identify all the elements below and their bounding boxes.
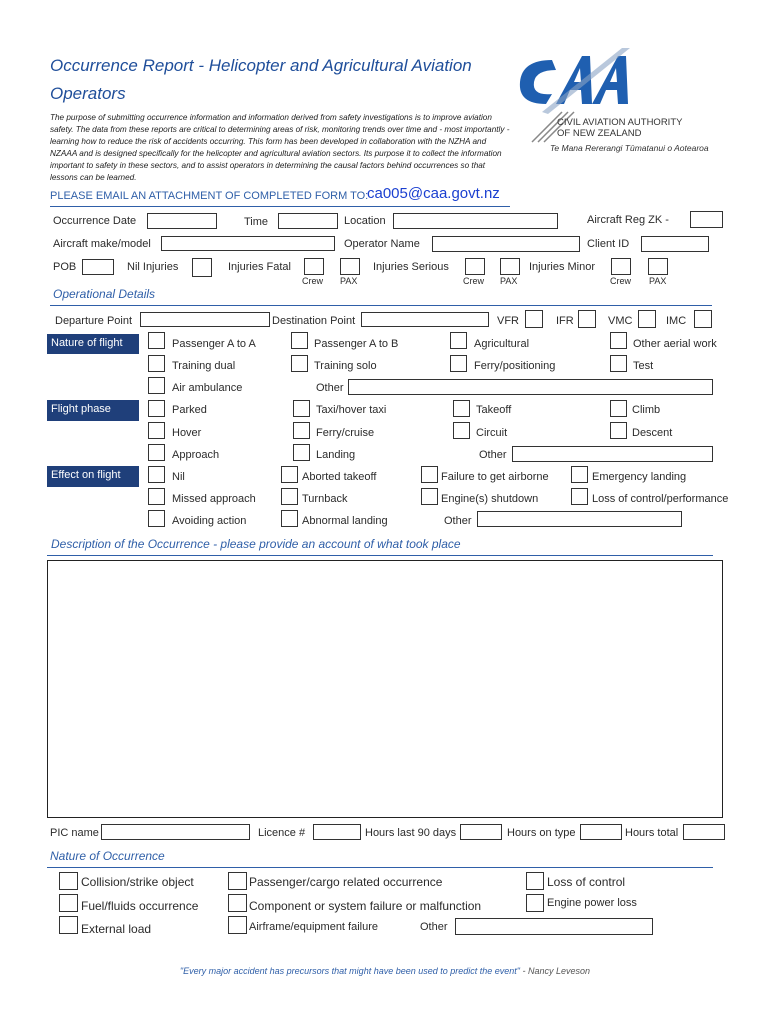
email-link[interactable]: ca005@caa.govt.nz bbox=[367, 185, 500, 202]
logo-line1: CIVIL AVIATION AUTHORITY bbox=[557, 117, 683, 128]
occurrence-date-label: Occurrence Date bbox=[53, 215, 137, 227]
ferry-cruise-label: Ferry/cruise bbox=[316, 427, 375, 439]
descent-checkbox[interactable] bbox=[610, 422, 627, 439]
landing-label: Landing bbox=[316, 449, 356, 461]
footer-quote bbox=[0, 966, 770, 976]
nil-injuries-label: Nil Injuries bbox=[127, 261, 179, 273]
circuit-checkbox[interactable] bbox=[453, 422, 470, 439]
loss-of-control-checkbox[interactable] bbox=[526, 872, 544, 890]
training-solo-checkbox[interactable] bbox=[291, 355, 308, 372]
operational-divider bbox=[50, 305, 712, 306]
climb-checkbox[interactable] bbox=[610, 400, 627, 417]
hours-total-input[interactable] bbox=[683, 824, 725, 840]
flight-phase-tag: Flight phase bbox=[47, 400, 139, 421]
occurrence-other-input[interactable] bbox=[455, 918, 653, 935]
aborted-takeoff-checkbox[interactable] bbox=[281, 466, 298, 483]
aircraft-reg-input[interactable] bbox=[690, 211, 723, 228]
aircraft-make-label: Aircraft make/model bbox=[53, 238, 151, 250]
pic-name-label: PIC name bbox=[50, 827, 99, 839]
air-ambulance-label: Air ambulance bbox=[172, 382, 243, 394]
departure-point-input[interactable] bbox=[140, 312, 270, 327]
occurrence-date-input[interactable] bbox=[147, 213, 217, 229]
nil-injuries-checkbox[interactable] bbox=[192, 258, 212, 277]
loss-of-control-label: Loss of control bbox=[547, 875, 626, 889]
client-id-input[interactable] bbox=[641, 236, 709, 252]
operational-details-heading: Operational Details bbox=[53, 287, 156, 301]
quote-attribution: - Nancy Leveson bbox=[522, 966, 591, 976]
approach-label: Approach bbox=[172, 449, 220, 461]
avoiding-action-label: Avoiding action bbox=[172, 515, 247, 527]
licence-input[interactable] bbox=[313, 824, 361, 840]
imc-checkbox[interactable] bbox=[694, 310, 712, 328]
description-heading: Description of the Occurrence - please provide an account of what took place bbox=[51, 537, 461, 551]
engine-power-loss-label: Engine power loss bbox=[547, 897, 637, 909]
hours-total-label: Hours total bbox=[625, 827, 679, 839]
phase-other-input[interactable] bbox=[512, 446, 713, 462]
air-ambulance-checkbox[interactable] bbox=[148, 377, 165, 394]
missed-approach-checkbox[interactable] bbox=[148, 488, 165, 505]
parked-checkbox[interactable] bbox=[148, 400, 165, 417]
training-solo-label: Training solo bbox=[314, 360, 377, 372]
nature-other-label: Other bbox=[316, 382, 344, 394]
pob-label: POB bbox=[53, 261, 77, 273]
effect-nil-label: Nil bbox=[172, 471, 185, 483]
time-input[interactable] bbox=[278, 213, 338, 229]
vmc-label: VMC bbox=[608, 315, 633, 327]
taxi-hover-label: Taxi/hover taxi bbox=[316, 404, 387, 416]
minor-pax-label: PAX bbox=[649, 276, 667, 286]
injuries-minor-crew-input[interactable] bbox=[611, 258, 631, 275]
serious-pax-label: PAX bbox=[500, 276, 518, 286]
occurrence-divider bbox=[47, 867, 713, 868]
location-label: Location bbox=[344, 215, 386, 227]
description-divider bbox=[47, 555, 713, 556]
passenger-cargo-checkbox[interactable] bbox=[228, 872, 247, 890]
collision-label: Collision/strike object bbox=[81, 875, 194, 889]
time-label: Time bbox=[244, 216, 269, 228]
imc-label: IMC bbox=[666, 315, 687, 327]
takeoff-checkbox[interactable] bbox=[453, 400, 470, 417]
effect-other-label: Other bbox=[444, 515, 472, 527]
parked-label: Parked bbox=[172, 404, 207, 416]
quote-text: "Every major accident has precursors that might have been used to predict the event" bbox=[179, 966, 520, 976]
injuries-fatal-crew-input[interactable] bbox=[304, 258, 324, 275]
engine-shutdown-label: Engine(s) shutdown bbox=[441, 493, 539, 505]
vmc-checkbox[interactable] bbox=[638, 310, 656, 328]
effect-other-input[interactable] bbox=[477, 511, 682, 527]
email-instruction: PLEASE EMAIL AN ATTACHMENT OF COMPLETED FORM TO: bbox=[50, 190, 369, 202]
passenger-cargo-label: Passenger/cargo related occurrence bbox=[249, 875, 443, 889]
passenger-a-to-b-checkbox[interactable] bbox=[291, 332, 308, 349]
abnormal-landing-label: Abnormal landing bbox=[302, 515, 388, 527]
hours-90-label: Hours last 90 days bbox=[365, 827, 457, 839]
form-title-line2: Operators bbox=[50, 84, 126, 103]
intro-paragraph: The purpose of submitting occurrence information and information derived from safety investigations is to improve aviation safety. The data from these reports are critical to determining areas of risk, monitoring trends over time and - most importantly - learning how to reduce the risk of accidents occurring. This form has been developed in collaboration with the NZHA and NZAAA and is designed specifically for the helicopter and agricultural aviation sectors. Its purpose it to collect the information important to safety in these sectors, and to assist operators in determining the causal factors behind occurrences so that lessons can be learned. bbox=[50, 113, 510, 182]
airframe-failure-checkbox[interactable] bbox=[228, 916, 247, 934]
turnback-checkbox[interactable] bbox=[281, 488, 298, 505]
passenger-a-to-a-checkbox[interactable] bbox=[148, 332, 165, 349]
other-aerial-work-checkbox[interactable] bbox=[610, 332, 627, 349]
ifr-label: IFR bbox=[556, 315, 574, 327]
descent-label: Descent bbox=[632, 427, 673, 439]
aircraft-reg-label: Aircraft Reg ZK - bbox=[587, 214, 669, 226]
operator-name-label: Operator Name bbox=[344, 238, 420, 250]
ferry-cruise-checkbox[interactable] bbox=[293, 422, 310, 439]
passenger-a-to-b-label: Passenger A to B bbox=[314, 338, 399, 350]
hover-checkbox[interactable] bbox=[148, 422, 165, 439]
description-textarea[interactable] bbox=[47, 560, 723, 818]
component-failure-checkbox[interactable] bbox=[228, 894, 247, 912]
injuries-minor-label: Injuries Minor bbox=[529, 261, 596, 273]
engine-power-loss-checkbox[interactable] bbox=[526, 894, 544, 912]
test-checkbox[interactable] bbox=[610, 355, 627, 372]
taxi-hover-checkbox[interactable] bbox=[293, 400, 310, 417]
injuries-serious-label: Injuries Serious bbox=[373, 261, 449, 273]
loss-of-control-perf-label: Loss of control/performance bbox=[592, 493, 729, 505]
vfr-label: VFR bbox=[497, 315, 519, 327]
injuries-fatal-label: Injuries Fatal bbox=[228, 261, 291, 273]
collision-checkbox[interactable] bbox=[59, 872, 78, 890]
serious-crew-label: Crew bbox=[463, 276, 485, 286]
hours-type-input[interactable] bbox=[580, 824, 622, 840]
agricultural-checkbox[interactable] bbox=[450, 332, 467, 349]
external-load-label: External load bbox=[81, 922, 152, 936]
climb-label: Climb bbox=[632, 404, 661, 416]
occurrence-other-label: Other bbox=[420, 921, 448, 933]
agricultural-label: Agricultural bbox=[474, 338, 530, 350]
training-dual-checkbox[interactable] bbox=[148, 355, 165, 372]
nature-of-flight-tag: Nature of flight bbox=[47, 334, 139, 354]
other-aerial-work-label: Other aerial work bbox=[633, 338, 717, 350]
abnormal-landing-checkbox[interactable] bbox=[281, 510, 298, 527]
external-load-checkbox[interactable] bbox=[59, 916, 78, 934]
landing-checkbox[interactable] bbox=[293, 444, 310, 461]
departure-point-label: Departure Point bbox=[55, 315, 133, 327]
vfr-checkbox[interactable] bbox=[525, 310, 543, 328]
fatal-crew-label: Crew bbox=[302, 276, 324, 286]
licence-label: Licence # bbox=[258, 827, 306, 839]
airframe-failure-label: Airframe/equipment failure bbox=[249, 921, 379, 933]
phase-other-label: Other bbox=[479, 449, 507, 461]
hours-90-input[interactable] bbox=[460, 824, 502, 840]
nature-other-input[interactable] bbox=[348, 379, 713, 395]
injuries-serious-pax-input[interactable] bbox=[500, 258, 520, 275]
pob-input[interactable] bbox=[82, 259, 114, 275]
injuries-serious-crew-input[interactable] bbox=[465, 258, 485, 275]
form-title-line1: Occurrence Report - Helicopter and Agricultural Aviation bbox=[50, 56, 472, 75]
fuel-fluids-label: Fuel/fluids occurrence bbox=[81, 899, 199, 913]
hours-type-label: Hours on type bbox=[507, 827, 576, 839]
client-id-label: Client ID bbox=[587, 238, 630, 250]
loss-of-control-perf-checkbox[interactable] bbox=[571, 488, 588, 505]
failure-airborne-checkbox[interactable] bbox=[421, 466, 438, 483]
effect-on-flight-tag: Effect on flight bbox=[47, 466, 139, 487]
hover-label: Hover bbox=[172, 427, 202, 439]
nature-of-occurrence-heading: Nature of Occurrence bbox=[50, 849, 165, 863]
failure-airborne-label: Failure to get airborne bbox=[441, 471, 549, 483]
passenger-a-to-a-label: Passenger A to A bbox=[172, 338, 256, 350]
destination-point-label: Destination Point bbox=[272, 315, 356, 327]
minor-crew-label: Crew bbox=[610, 276, 632, 286]
destination-point-input[interactable] bbox=[361, 312, 489, 327]
avoiding-action-checkbox[interactable] bbox=[148, 510, 165, 527]
turnback-label: Turnback bbox=[302, 493, 348, 505]
aircraft-make-input[interactable] bbox=[161, 236, 335, 251]
effect-nil-checkbox[interactable] bbox=[148, 466, 165, 483]
test-label: Test bbox=[633, 360, 654, 372]
injuries-fatal-pax-input[interactable] bbox=[340, 258, 360, 275]
emergency-landing-checkbox[interactable] bbox=[571, 466, 588, 483]
location-input[interactable] bbox=[393, 213, 558, 229]
emergency-landing-label: Emergency landing bbox=[592, 471, 687, 483]
operator-name-input[interactable] bbox=[432, 236, 580, 252]
logo-line3: Te Mana Rererangi Tūmatanui o Aotearoa bbox=[550, 143, 709, 153]
takeoff-label: Takeoff bbox=[476, 404, 512, 416]
circuit-label: Circuit bbox=[476, 427, 508, 439]
logo-line2: OF NEW ZEALAND bbox=[557, 128, 642, 139]
ferry-positioning-checkbox[interactable] bbox=[450, 355, 467, 372]
approach-checkbox[interactable] bbox=[148, 444, 165, 461]
fuel-fluids-checkbox[interactable] bbox=[59, 894, 78, 912]
injuries-minor-pax-input[interactable] bbox=[648, 258, 668, 275]
aborted-takeoff-label: Aborted takeoff bbox=[302, 471, 377, 483]
header-divider bbox=[50, 206, 510, 207]
fatal-pax-label: PAX bbox=[340, 276, 358, 286]
component-failure-label: Component or system failure or malfunction bbox=[249, 899, 482, 913]
engine-shutdown-checkbox[interactable] bbox=[421, 488, 438, 505]
pic-name-input[interactable] bbox=[101, 824, 250, 840]
missed-approach-label: Missed approach bbox=[172, 493, 256, 505]
training-dual-label: Training dual bbox=[172, 360, 236, 372]
ifr-checkbox[interactable] bbox=[578, 310, 596, 328]
ferry-positioning-label: Ferry/positioning bbox=[474, 360, 556, 372]
